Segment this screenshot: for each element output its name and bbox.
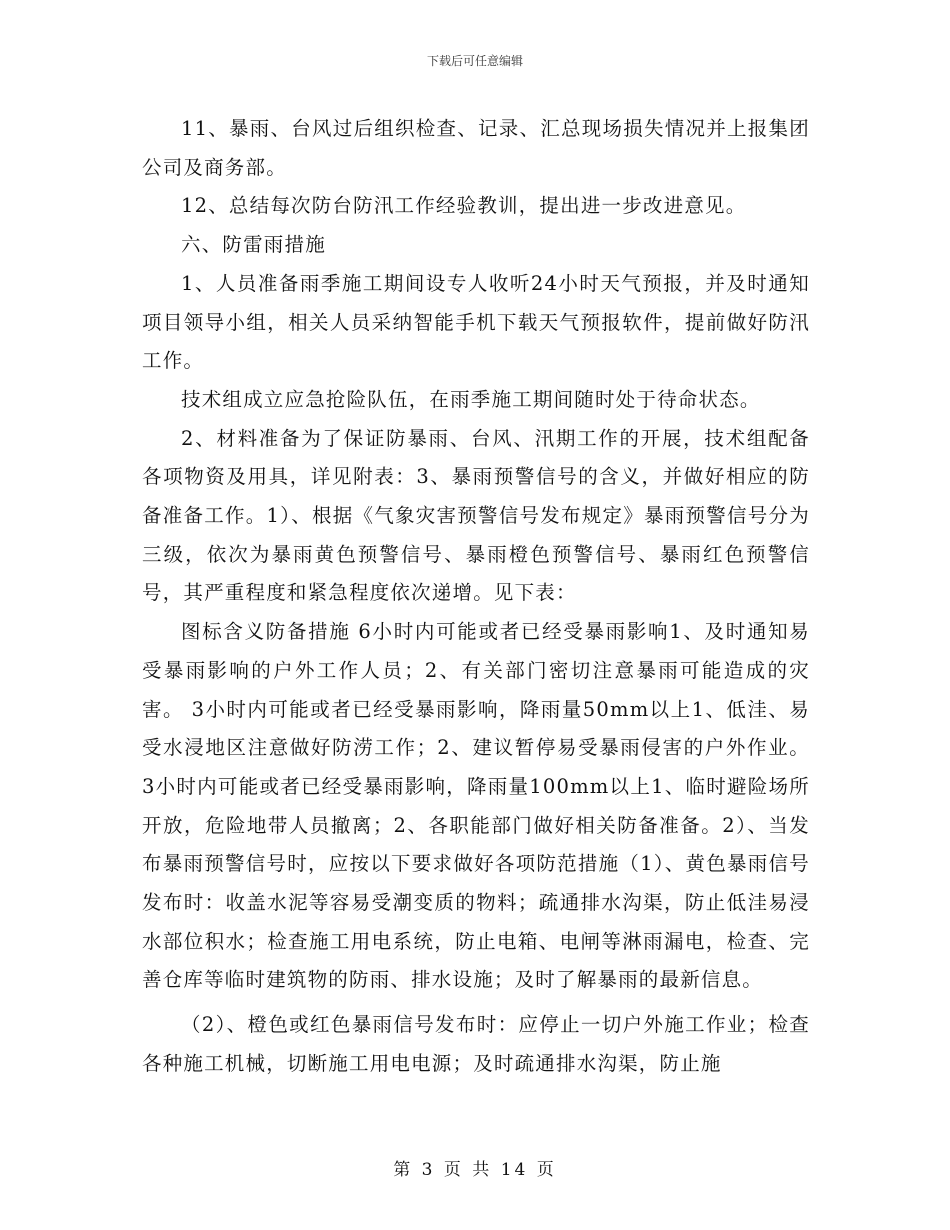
section-heading-lightning: 六、防雷雨措施 — [181, 233, 326, 257]
page-header: 下载后可任意编辑 — [426, 54, 523, 68]
document-body — [142, 110, 810, 1084]
paragraph-orange-red: （2）、橙色或红色暴雨信号发布时：应停止一切户外施工作业；检查各种施工机械，切断施工用电电源；及时疏通排水沟渠，防止施 — [142, 1013, 810, 1075]
paragraph-11: 11、暴雨、台风过后组织检查、记录、汇总现场损失情况并上报集团公司及商务部。 — [142, 117, 810, 179]
paragraph-team: 技术组成立应急抢险队伍，在雨季施工期间随时处于待命状态。 — [181, 387, 761, 411]
paragraph-12: 12、总结每次防台防汛工作经验教训，提出进一步改进意见。 — [181, 194, 747, 218]
page-footer: 第 3 页 共 14 页 — [393, 1160, 557, 1180]
paragraph-warning-table: 图标含义防备措施 6小时内可能或者已经受暴雨影响1、及时通知易受暴雨影响的户外工作人员；2、有关部门密切注意暴雨可能造成的灾害。 3小时内可能或者已经受暴雨影响，降雨量50mm以上1、低洼、易受水浸地区注意做好防涝工作；2、建议暂停易受暴雨侵害的户外作业。 3小时内可能或者已经受暴雨影响，降雨量100mm以上1、临时避险场所开放，危险地带人员撤离；2、各职能部门做好相关防备准备。2）、当发布暴雨预警信号时，应按以下要求做好各项防范措施（1）、黄色暴雨信号发布时：收盖水泥等容易受潮变质的物料；疏通排水沟渠，防止低洼易浸水部位积水；检查施工用电系统，防止电箱、电闸等淋雨漏电，检查、完善仓库等临时建筑物的防雨、排水设施；及时了解暴雨的最新信息。 — [142, 620, 810, 992]
paragraph-materials: 2、材料准备为了保证防暴雨、台风、汛期工作的开展，技术组配备各项物资及用具，详见附表：3、暴雨预警信号的含义，并做好相应的防备准备工作。1）、根据《气象灾害预警信号发布规定》暴雨预警信号分为三级，依次为暴雨黄色预警信号、暴雨橙色预警信号、暴雨红色预警信号，其严重程度和紧急程度依次递增。见下表： — [142, 426, 810, 605]
paragraph-personnel: 1、人员准备雨季施工期间设专人收听24小时天气预报，并及时通知项目领导小组，相关人员采纳智能手机下载天气预报软件，提前做好防汛工作。 — [142, 271, 810, 373]
